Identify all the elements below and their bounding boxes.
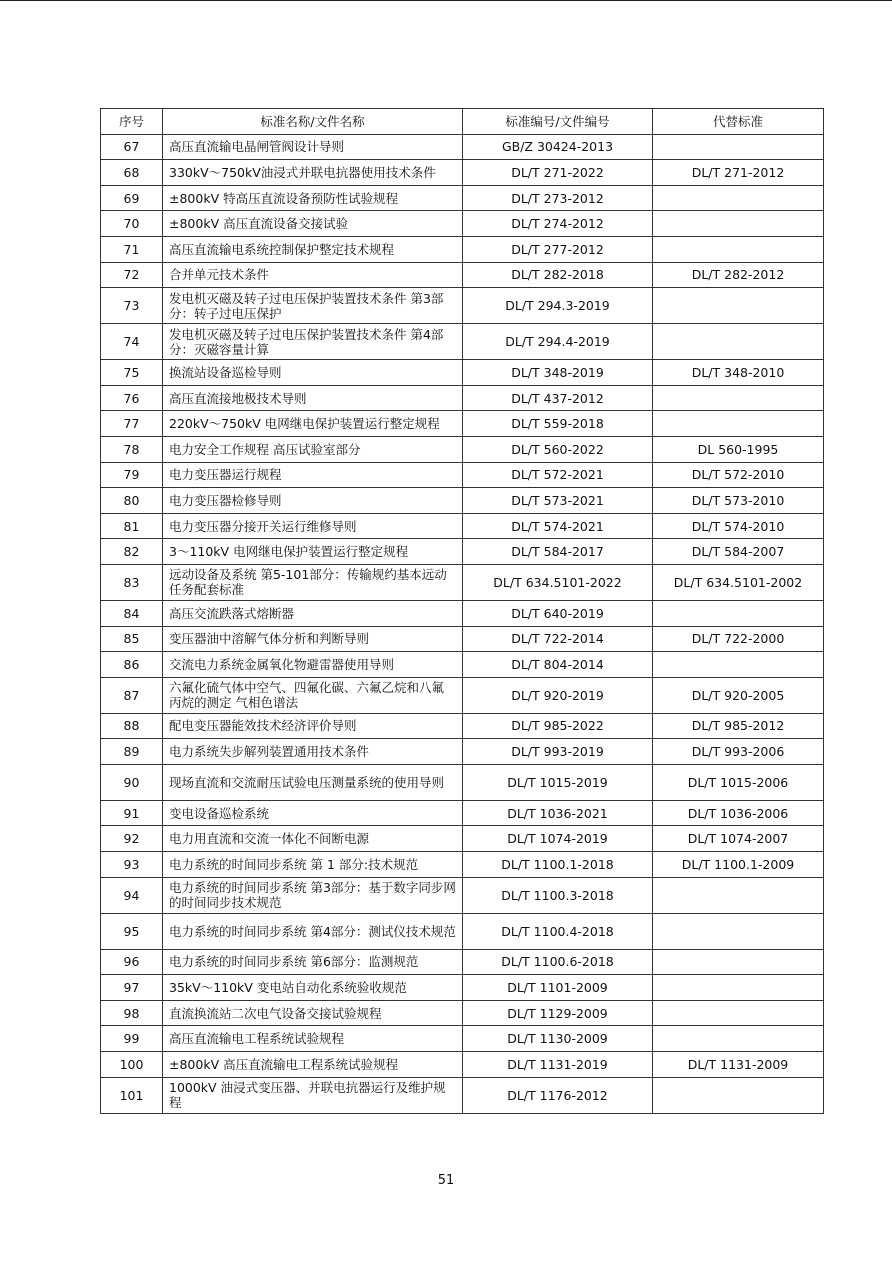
row-replaced-standard: [653, 949, 824, 975]
row-standard-code: DL/T 1074-2019: [463, 826, 653, 852]
row-replaced-standard: DL/T 573-2010: [653, 488, 824, 514]
row-replaced-standard: DL/T 920-2005: [653, 677, 824, 713]
row-standard-name: 合并单元技术条件: [163, 262, 463, 288]
row-serial-number: 83: [101, 564, 163, 600]
row-standard-name: 1000kV 油浸式变压器、并联电抗器运行及维护规程: [163, 1077, 463, 1113]
row-standard-code: DL/T 920-2019: [463, 677, 653, 713]
row-replaced-standard: DL/T 572-2010: [653, 462, 824, 488]
row-replaced-standard: [653, 385, 824, 411]
row-replaced-standard: DL/T 634.5101-2002: [653, 564, 824, 600]
table-row: [101, 262, 824, 288]
table-row: [101, 462, 824, 488]
row-standard-name: 高压直流接地极技术导则: [163, 385, 463, 411]
table-header-row: [101, 109, 824, 135]
row-standard-code: DL/T 294.3-2019: [463, 288, 653, 324]
row-standard-name: 220kV～750kV 电网继电保护装置运行整定规程: [163, 411, 463, 437]
row-replaced-standard: DL/T 1100.1-2009: [653, 852, 824, 878]
row-standard-name: ±800kV 高压直流输电工程系统试验规程: [163, 1052, 463, 1078]
table-row: [101, 652, 824, 678]
row-standard-code: DL/T 1100.1-2018: [463, 852, 653, 878]
row-standard-code: DL/T 1101-2009: [463, 975, 653, 1001]
table-row: [101, 877, 824, 913]
row-standard-code: DL/T 1130-2009: [463, 1026, 653, 1052]
row-standard-name: 高压直流输电工程系统试验规程: [163, 1026, 463, 1052]
row-serial-number: 81: [101, 513, 163, 539]
row-standard-name: ±800kV 高压直流设备交接试验: [163, 211, 463, 237]
row-replaced-standard: DL/T 348-2010: [653, 360, 824, 386]
row-serial-number: 98: [101, 1000, 163, 1026]
table-row: [101, 600, 824, 626]
row-standard-code: DL/T 572-2021: [463, 462, 653, 488]
row-replaced-standard: [653, 411, 824, 437]
row-standard-name: 变电设备巡检系统: [163, 800, 463, 826]
row-serial-number: 88: [101, 713, 163, 739]
row-replaced-standard: DL 560-1995: [653, 436, 824, 462]
row-standard-name: 电力变压器运行规程: [163, 462, 463, 488]
row-serial-number: 97: [101, 975, 163, 1001]
table-row: [101, 1000, 824, 1026]
table-row: [101, 411, 824, 437]
row-standard-code: DL/T 1129-2009: [463, 1000, 653, 1026]
table-row: [101, 488, 824, 514]
row-serial-number: 94: [101, 877, 163, 913]
header-replaced-standard: 代替标准: [653, 109, 824, 135]
row-replaced-standard: [653, 975, 824, 1001]
row-standard-code: DL/T 294.4-2019: [463, 324, 653, 360]
table-row: [101, 513, 824, 539]
row-replaced-standard: DL/T 985-2012: [653, 713, 824, 739]
table-row: [101, 288, 824, 324]
row-standard-name: 高压交流跌落式熔断器: [163, 600, 463, 626]
row-serial-number: 80: [101, 488, 163, 514]
row-replaced-standard: [653, 185, 824, 211]
row-serial-number: 100: [101, 1052, 163, 1078]
row-standard-name: 电力安全工作规程 高压试验室部分: [163, 436, 463, 462]
row-serial-number: 96: [101, 949, 163, 975]
header-standard-code: 标准编号/文件编号: [463, 109, 653, 135]
table-row: [101, 134, 824, 160]
row-replaced-standard: [653, 600, 824, 626]
row-replaced-standard: DL/T 722-2000: [653, 626, 824, 652]
row-standard-name: 电力系统的时间同步系统 第3部分：基于数字同步网的时间同步技术规范: [163, 877, 463, 913]
row-standard-code: DL/T 282-2018: [463, 262, 653, 288]
row-standard-code: DL/T 574-2021: [463, 513, 653, 539]
row-standard-code: DL/T 634.5101-2022: [463, 564, 653, 600]
row-standard-name: 35kV～110kV 变电站自动化系统验收规范: [163, 975, 463, 1001]
row-standard-name: 电力变压器检修导则: [163, 488, 463, 514]
row-serial-number: 71: [101, 236, 163, 262]
table-row: [101, 626, 824, 652]
row-standard-name: 直流换流站二次电气设备交接试验规程: [163, 1000, 463, 1026]
row-replaced-standard: DL/T 1036-2006: [653, 800, 824, 826]
row-standard-code: DL/T 1100.6-2018: [463, 949, 653, 975]
row-standard-name: 六氟化硫气体中空气、四氟化碳、六氟乙烷和八氟丙烷的测定 气相色谱法: [163, 677, 463, 713]
row-serial-number: 85: [101, 626, 163, 652]
row-standard-code: GB/Z 30424-2013: [463, 134, 653, 160]
row-replaced-standard: DL/T 282-2012: [653, 262, 824, 288]
row-replaced-standard: [653, 236, 824, 262]
row-standard-code: DL/T 722-2014: [463, 626, 653, 652]
row-standard-code: DL/T 1100.4-2018: [463, 913, 653, 949]
row-standard-code: DL/T 348-2019: [463, 360, 653, 386]
row-standard-code: DL/T 1036-2021: [463, 800, 653, 826]
row-serial-number: 78: [101, 436, 163, 462]
row-replaced-standard: [653, 324, 824, 360]
row-standard-name: 电力系统失步解列装置通用技术条件: [163, 739, 463, 765]
row-standard-code: DL/T 1131-2019: [463, 1052, 653, 1078]
table-row: [101, 1052, 824, 1078]
table-row: [101, 826, 824, 852]
row-standard-name: 330kV～750kV油浸式并联电抗器使用技术条件: [163, 160, 463, 186]
row-replaced-standard: DL/T 1131-2009: [653, 1052, 824, 1078]
row-standard-name: 变压器油中溶解气体分析和判断导则: [163, 626, 463, 652]
row-standard-code: DL/T 1100.3-2018: [463, 877, 653, 913]
row-serial-number: 99: [101, 1026, 163, 1052]
row-replaced-standard: DL/T 584-2007: [653, 539, 824, 565]
table-row: [101, 739, 824, 765]
row-standard-name: 现场直流和交流耐压试验电压测量系统的使用导则: [163, 764, 463, 800]
row-serial-number: 68: [101, 160, 163, 186]
table-row: [101, 236, 824, 262]
row-standard-code: DL/T 560-2022: [463, 436, 653, 462]
row-replaced-standard: DL/T 574-2010: [653, 513, 824, 539]
row-standard-name: 换流站设备巡检导则: [163, 360, 463, 386]
row-standard-code: DL/T 1176-2012: [463, 1077, 653, 1113]
row-serial-number: 82: [101, 539, 163, 565]
table-row: [101, 800, 824, 826]
row-standard-code: DL/T 271-2022: [463, 160, 653, 186]
row-standard-name: 高压直流输电系统控制保护整定技术规程: [163, 236, 463, 262]
standards-table: [100, 108, 824, 1114]
row-standard-name: 发电机灭磁及转子过电压保护装置技术条件 第4部分：灭磁容量计算: [163, 324, 463, 360]
row-replaced-standard: [653, 913, 824, 949]
row-standard-code: DL/T 273-2012: [463, 185, 653, 211]
row-serial-number: 75: [101, 360, 163, 386]
row-replaced-standard: [653, 1026, 824, 1052]
row-serial-number: 86: [101, 652, 163, 678]
row-serial-number: 95: [101, 913, 163, 949]
row-standard-code: DL/T 573-2021: [463, 488, 653, 514]
row-serial-number: 69: [101, 185, 163, 211]
row-replaced-standard: [653, 211, 824, 237]
row-standard-name: 电力变压器分接开关运行维修导则: [163, 513, 463, 539]
row-replaced-standard: [653, 652, 824, 678]
table-body: [101, 134, 824, 1113]
row-serial-number: 74: [101, 324, 163, 360]
row-standard-name: 配电变压器能效技术经济评价导则: [163, 713, 463, 739]
row-serial-number: 91: [101, 800, 163, 826]
row-standard-code: DL/T 437-2012: [463, 385, 653, 411]
table-row: [101, 949, 824, 975]
table-row: [101, 185, 824, 211]
row-serial-number: 87: [101, 677, 163, 713]
row-standard-name: 发电机灭磁及转子过电压保护装置技术条件 第3部分：转子过电压保护: [163, 288, 463, 324]
row-standard-name: 远动设备及系统 第5-101部分：传输规约基本远动任务配套标准: [163, 564, 463, 600]
row-serial-number: 67: [101, 134, 163, 160]
table-row: [101, 324, 824, 360]
row-serial-number: 84: [101, 600, 163, 626]
row-serial-number: 77: [101, 411, 163, 437]
row-replaced-standard: [653, 288, 824, 324]
row-serial-number: 101: [101, 1077, 163, 1113]
row-standard-code: DL/T 277-2012: [463, 236, 653, 262]
row-replaced-standard: DL/T 271-2012: [653, 160, 824, 186]
row-standard-name: 高压直流输电晶闸管阀设计导则: [163, 134, 463, 160]
row-standard-code: DL/T 985-2022: [463, 713, 653, 739]
page-number: 51: [437, 1173, 455, 1188]
table-row: [101, 764, 824, 800]
table-row: [101, 975, 824, 1001]
row-replaced-standard: [653, 1000, 824, 1026]
row-standard-code: DL/T 1015-2019: [463, 764, 653, 800]
table-row: [101, 713, 824, 739]
row-replaced-standard: [653, 1077, 824, 1113]
row-replaced-standard: [653, 877, 824, 913]
row-replaced-standard: [653, 134, 824, 160]
row-serial-number: 92: [101, 826, 163, 852]
row-standard-code: DL/T 804-2014: [463, 652, 653, 678]
row-standard-code: DL/T 274-2012: [463, 211, 653, 237]
row-standard-code: DL/T 559-2018: [463, 411, 653, 437]
table-row: [101, 1026, 824, 1052]
row-serial-number: 73: [101, 288, 163, 324]
row-standard-code: DL/T 584-2017: [463, 539, 653, 565]
row-standard-code: DL/T 640-2019: [463, 600, 653, 626]
row-serial-number: 90: [101, 764, 163, 800]
table-row: [101, 436, 824, 462]
row-serial-number: 70: [101, 211, 163, 237]
row-standard-name: 交流电力系统金属氧化物避雷器使用导则: [163, 652, 463, 678]
row-replaced-standard: DL/T 993-2006: [653, 739, 824, 765]
row-serial-number: 76: [101, 385, 163, 411]
row-serial-number: 89: [101, 739, 163, 765]
table-row: [101, 160, 824, 186]
row-standard-name: 3～110kV 电网继电保护装置运行整定规程: [163, 539, 463, 565]
header-standard-name: 标准名称/文件名称: [163, 109, 463, 135]
top-border-line: [0, 0, 892, 1]
header-serial-number: 序号: [101, 109, 163, 135]
row-replaced-standard: DL/T 1015-2006: [653, 764, 824, 800]
table-row: [101, 852, 824, 878]
table-row: [101, 360, 824, 386]
table-row: [101, 677, 824, 713]
row-standard-name: 电力系统的时间同步系统 第 1 部分:技术规范: [163, 852, 463, 878]
table-row: [101, 564, 824, 600]
table-row: [101, 385, 824, 411]
table-row: [101, 539, 824, 565]
table-row: [101, 1077, 824, 1113]
row-standard-name: 电力系统的时间同步系统 第4部分：测试仪技术规范: [163, 913, 463, 949]
row-standard-name: ±800kV 特高压直流设备预防性试验规程: [163, 185, 463, 211]
row-serial-number: 93: [101, 852, 163, 878]
row-serial-number: 72: [101, 262, 163, 288]
row-serial-number: 79: [101, 462, 163, 488]
row-standard-name: 电力系统的时间同步系统 第6部分：监测规范: [163, 949, 463, 975]
table-row: [101, 211, 824, 237]
table-row: [101, 913, 824, 949]
row-replaced-standard: DL/T 1074-2007: [653, 826, 824, 852]
row-standard-code: DL/T 993-2019: [463, 739, 653, 765]
row-standard-name: 电力用直流和交流一体化不间断电源: [163, 826, 463, 852]
